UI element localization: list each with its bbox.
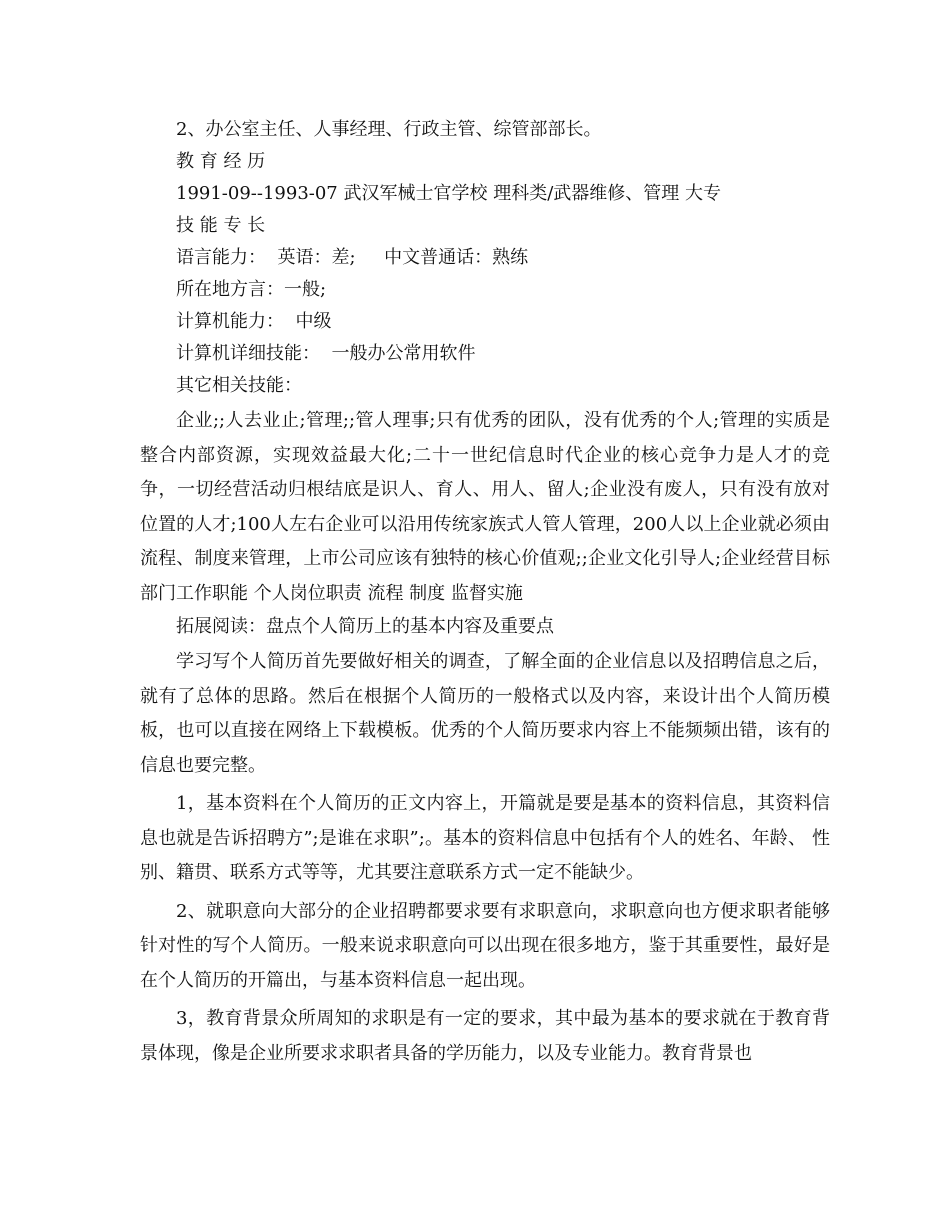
skills-paragraph: 企业;;人去业止;管理;;管人理事;只有优秀的团队，没有优秀的个人;管理的实质是整合内部资源，实现效益最大化;二十一世纪信息时代企业的核心竞争力是人才的竞争，一切经营活动归根结底是识人、育人、用人、留人;企业没有废人，只有没有放对位置的人才;100人左右企业可以沿用传统家族式人管人管理，200人以上企业就必须由流程、制度来管理，上市公司应该有独特的核心价值观;;企业文化引导人;企业经营目标 部门工作职能 个人岗位职责 流程 制度 监督实施 [140, 410, 830, 604]
basic-info-paragraph: 1，基本资料在个人简历的正文内容上，开篇就是要是基本的资料信息，其资料信息也就是告诉招聘方”;是谁在求职”;。基本的资料信息中包括有个人的姓名、年龄、 性别、籍贯、联系方式等等，尤其要注意联系方式一定不能缺少。 [140, 793, 830, 883]
education-heading: 教 育 经 历 [176, 151, 266, 172]
dialect-line: 所在地方言：一般; [176, 279, 327, 300]
intro-paragraph: 学习写个人简历首先要做好相关的调查，了解全面的企业信息以及招聘信息之后，就有了总体的思路。然后在根据个人简历的一般格式以及内容，来设计出个人简历模板，也可以直接在网络上下载模板。优秀的个人简历要求内容上不能频频出错，该有的信息也要完整。 [140, 651, 830, 776]
education-entry: 1991-09--1993-07 武汉军械士官学校 理科类/武器维修、管理 大专 [176, 183, 721, 204]
other-skills-label: 其它相关技能： [176, 375, 302, 396]
job-intent-line: 2、办公室主任、人事经理、行政主管、综管部部长。 [176, 119, 602, 140]
language-ability: 语言能力： 英语：差; 中文普通话：熟练 [176, 247, 529, 268]
document-body [140, 114, 830, 1071]
job-intent-paragraph: 2、就职意向大部分的企业招聘都要求要有求职意向，求职意向也方便求职者能够针对性的写个人简历。一般来说求职意向可以出现在很多地方，鉴于其重要性，最好是在个人简历的开篇出，与基本资料信息一起出现。 [140, 900, 830, 991]
computer-skills-detail: 计算机详细技能： 一般办公常用软件 [176, 343, 476, 364]
computer-ability: 计算机能力： 中级 [176, 311, 332, 332]
extended-reading-title: 拓展阅读：盘点个人简历上的基本内容及重要点 [176, 616, 554, 637]
skills-heading: 技 能 专 长 [176, 215, 266, 236]
education-background-paragraph: 3，教育背景众所周知的求职是有一定的要求，其中最为基本的要求就在于教育背景体现，像是企业所要求求职者具备的学历能力，以及专业能力。教育背景也 [140, 1008, 830, 1064]
